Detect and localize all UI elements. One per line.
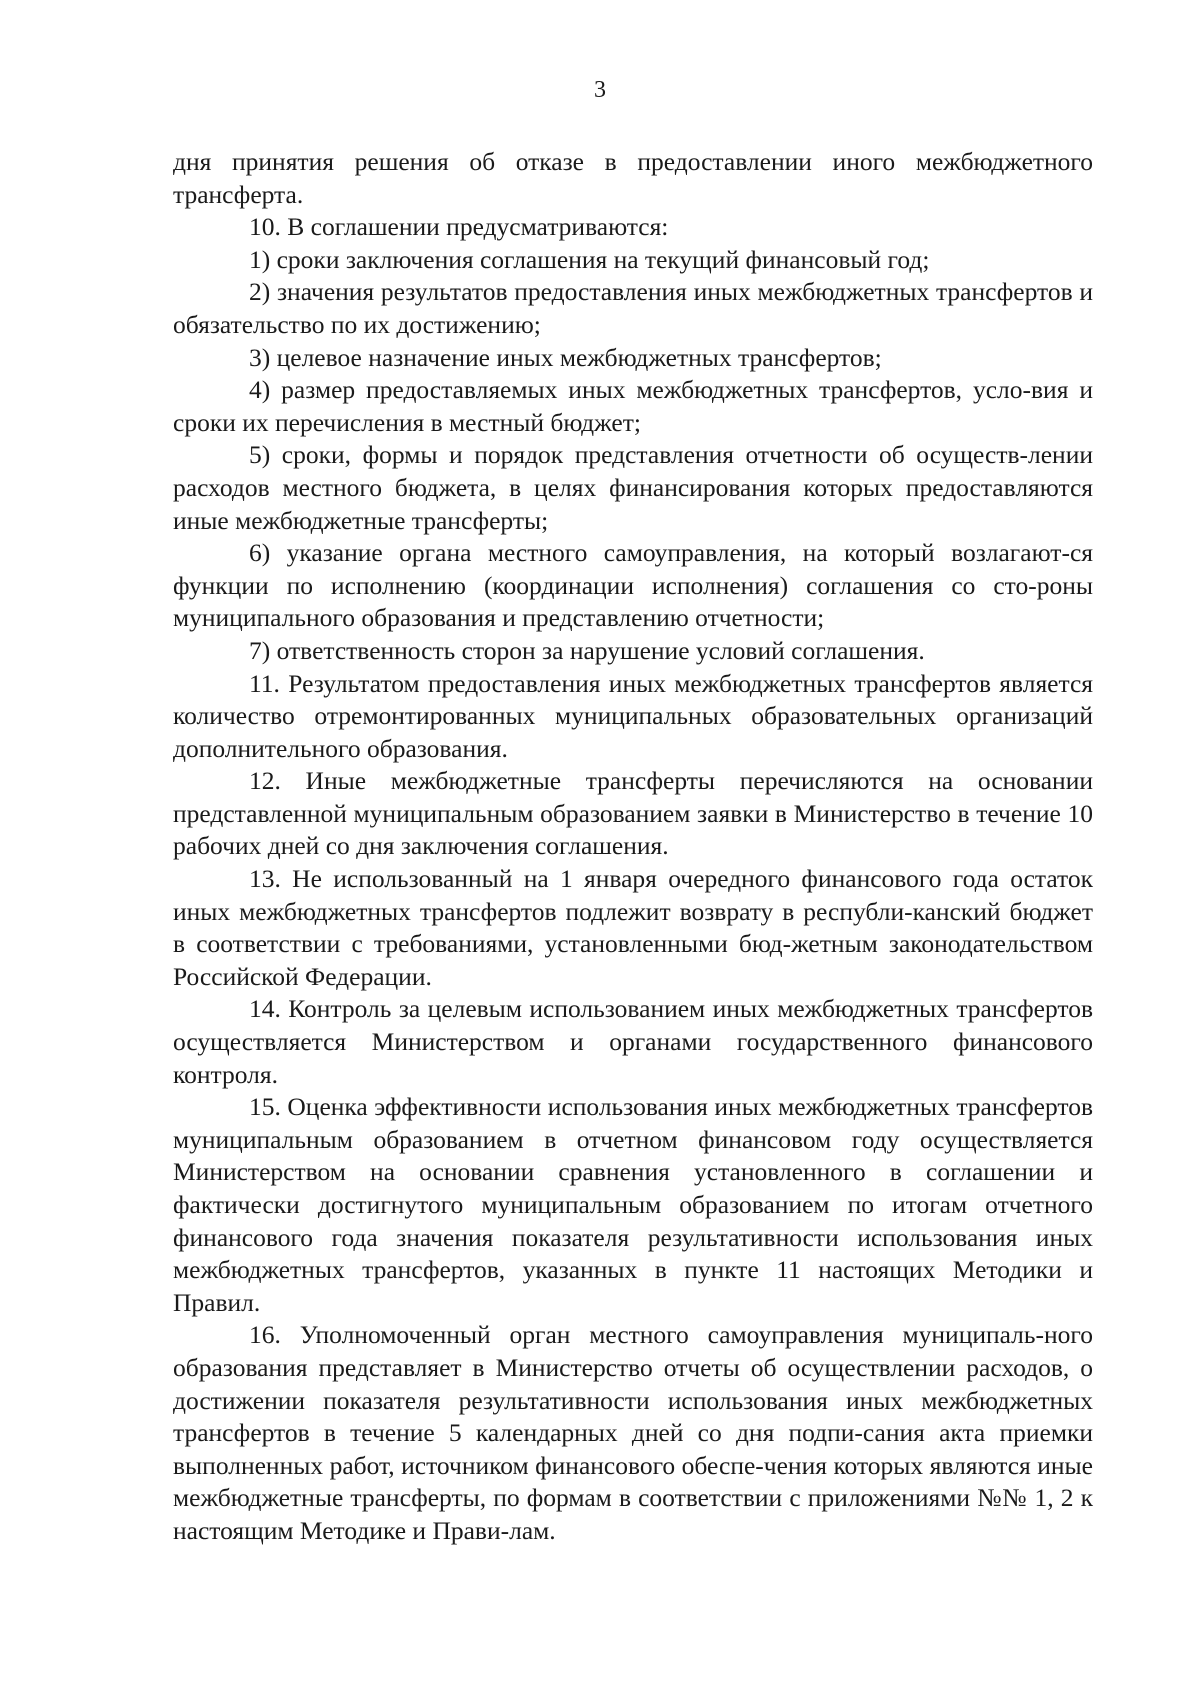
paragraph-item-16: 16. Уполномоченный орган местного самоуправления муниципаль-ного образования представляет в Министерство отчеты об осуществлении расходов, о достижении показателя результативности использования иных межбюджетных трансфертов в течение 5 календарных дней со дня подпи-сания акта приемки выполненных работ, источником финансового обеспе-чения которых являются иные межбюджетные трансферты, по формам в соответствии с приложениями №№ 1, 2 к настоящим Методике и Прави-лам. (173, 1320, 1093, 1545)
paragraph-item-15: 15. Оценка эффективности использования иных межбюджетных трансфертов муниципальным образованием в отчетном финансовом году осуществляется Министерством на основании сравнения установленного в соглашении и фактически достигнутого муниципальным образованием по итогам отчетного финансового года значения показателя результативности использования иных межбюджетных трансфертов, указанных в пункте 11 настоящих Методики и Правил. (173, 1092, 1093, 1317)
document-body (173, 146, 1093, 1548)
paragraph-continuation: дня принятия решения об отказе в предоставлении иного межбюджетного трансферта. (173, 147, 1093, 209)
paragraph-item-10: 10. В соглашении предусматриваются: (249, 212, 669, 242)
list-item-6: 6) указание органа местного самоуправления, на который возлагают-ся функции по исполнению (координации исполнения) соглашения со сто-роны муниципального образования и представлению отчетности; (173, 538, 1093, 633)
list-item-4: 4) размер предоставляемых иных межбюджетных трансфертов, усло-вия и сроки их перечисления в местный бюджет; (173, 375, 1093, 437)
paragraph-item-11: 11. Результатом предоставления иных межбюджетных трансфертов является количество отремонтированных муниципальных образовательных организаций дополнительного образования. (173, 668, 1093, 763)
list-item-2: 2) значения результатов предоставления иных межбюджетных трансфертов и обязательство по их достижению; (173, 277, 1093, 339)
page-number: 3 (594, 77, 606, 103)
paragraph-item-12: 12. Иные межбюджетные трансферты перечисляются на основании представленной муниципальным образованием заявки в Министерство в течение 10 рабочих дней со дня заключения соглашения. (173, 766, 1093, 861)
paragraph-item-14: 14. Контроль за целевым использованием иных межбюджетных трансфертов осуществляется Министерством и органами государственного финансового контроля. (173, 994, 1093, 1089)
list-item-3: 3) целевое назначение иных межбюджетных трансфертов; (249, 342, 882, 372)
list-item-7: 7) ответственность сторон за нарушение условий соглашения. (249, 635, 925, 665)
list-item-5: 5) сроки, формы и порядок представления отчетности об осуществ-лении расходов местного бюджета, в целях финансирования которых предоставляются иные межбюджетные трансферты; (173, 440, 1093, 535)
paragraph-item-13: 13. Не использованный на 1 января очередного финансового года остаток иных межбюджетных трансфертов подлежит возврату в республи-канский бюджет в соответствии с требованиями, установленными бюд-жетным законодательством Российской Федерации. (173, 864, 1093, 991)
list-item-1: 1) сроки заключения соглашения на текущий финансовый год; (249, 244, 930, 274)
